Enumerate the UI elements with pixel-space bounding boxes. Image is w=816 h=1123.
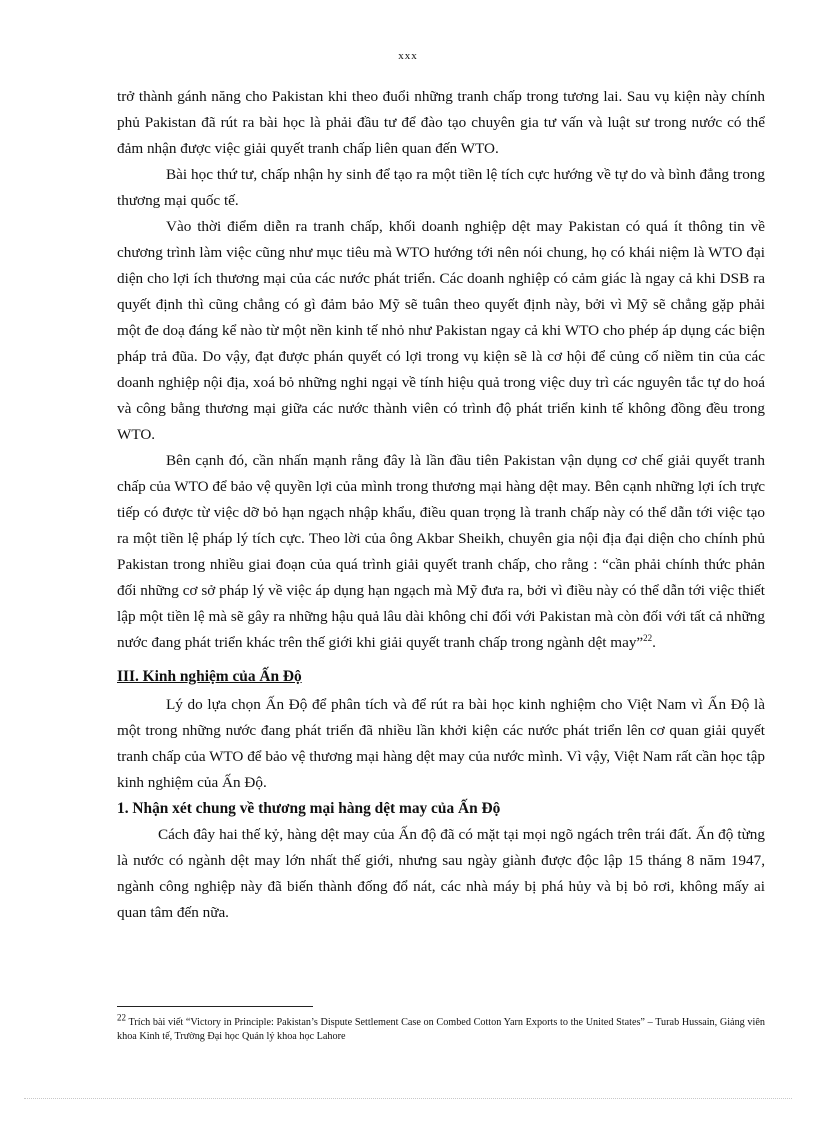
subsection-heading: 1. Nhận xét chung về thương mại hàng dệt may của Ấn Độ	[117, 800, 501, 817]
footnote-text: Trích bài viết “Victory in Principle: Pakistan’s Dispute Settlement Case on Combed Cotton Yarn Exports to the United States” – Turab Hussain, Giảng viên khoa Kinh tế, Trường Đại học Quản lý khoa học Lahore	[117, 1017, 765, 1042]
paragraph-dispute-context: Vào thời điểm diễn ra tranh chấp, khối doanh nghiệp dệt may Pakistan có quá ít thông tin về chương trình làm việc cũng như mục tiêu mà WTO hướng tới nên nói chung, họ có khái niệm là WTO đại diện cho lợi ích thương mại của các nước phát triển. Các doanh nghiệp có cảm giác là ngay cả khi DSB ra quyết định thì cũng chẳng có gì đảm bảo Mỹ sẽ tuân theo quyết định này, bởi vì Mỹ sẽ chẳng gặp phải một đe doạ đáng kể nào từ một nền kinh tế nhỏ như Pakistan ngay cả khi WTO cho phép áp dụng các biện pháp trả đũa. Do vậy, đạt được phán quyết có lợi trong vụ kiện sẽ là cơ hội để củng cố niềm tin của các doanh nghiệp nội địa, xoá bỏ những nghi ngại về tính hiệu quả trong việc duy trì các nguyên tắc tự do hoá và công bằng thương mại giữa các nước thành viên có trình độ phát triển kinh tế không đồng đều trong WTO.	[117, 218, 765, 443]
paragraph-india-history: Cách đây hai thế kỷ, hàng dệt may của Ấn độ đã có mặt tại mọi ngõ ngách trên trái đất. Ấn độ từng là nước có ngành dệt may lớn nhất thế giới, nhưng sau ngày giành được độc lập 15 tháng 8 năm 1947, ngành công nghiệp này đã biến thành đống đổ nát, các nhà máy bị phá hủy và bị bỏ rơi, không mấy ai quan tâm đến nữa.	[117, 826, 765, 921]
footnote	[117, 1012, 765, 1044]
footnote-separator	[117, 1006, 313, 1007]
footnote-marker: 22	[117, 1012, 126, 1023]
section-heading: III. Kinh nghiệm của Ấn Độ	[117, 668, 302, 685]
footnote-reference: 22	[643, 632, 653, 643]
paragraph-precedent-text: Bên cạnh đó, cần nhấn mạnh rằng đây là lần đầu tiên Pakistan vận dụng cơ chế giải quyết tranh chấp của WTO để bảo vệ quyền lợi của mình trong thương mại hàng dệt may. Bên cạnh những lợi ích trực tiếp có được từ việc dỡ bỏ hạn ngạch nhập khẩu, điều quan trọng là tranh chấp này có thể dẫn tới việc tạo ra một tiền lệ pháp lý tích cực. Theo lời của ông Akbar Sheikh, chuyên gia nội địa đại diện cho chính phủ Pakistan trong nhiều giai đoạn của quá trình giải quyết tranh chấp, cho rằng : “cần phải chính thức phản đối những cơ sở pháp lý về việc áp dụng hạn ngạch mà Mỹ đưa ra, bởi vì điều này có thể dẫn tới việc thiết lập một tiền lệ mà sẽ gây ra những hậu quả lâu dài không chỉ đối với Pakistan mà còn đối với tất cả những nước đang phát triển khác trên thế giới khi giải quyết tranh chấp trong ngành dệt may”	[117, 452, 765, 651]
paragraph-lesson-four: Bài học thứ tư, chấp nhận hy sinh để tạo ra một tiền lệ tích cực hướng về tự do và bình đẳng trong thương mại quốc tế.	[117, 166, 765, 209]
page-number: xxx	[398, 50, 418, 62]
paragraph-india-intro: Lý do lựa chọn Ấn Độ để phân tích và để rút ra bài học kinh nghiệm cho Việt Nam vì Ấn Độ là một trong những nước đang phát triển đã nhiều lần khởi kiện các nước phát triển lên cơ quan giải quyết tranh chấp của WTO để bảo vệ thương mại hàng dệt may của nước mình. Vì vậy, Việt Nam rất cần học tập kinh nghiệm của Ấn Độ.	[117, 696, 765, 791]
document-body	[117, 84, 765, 926]
paragraph-continuation: trở thành gánh năng cho Pakistan khi theo đuổi những tranh chấp trong tương lai. Sau vụ kiện này chính phủ Pakistan đã rút ra bài học là phải đầu tư để đào tạo chuyên gia tư vấn và luật sư trong nước có thể đảm nhận được việc giải quyết tranh chấp liên quan đến WTO.	[117, 88, 765, 157]
paragraph-precedent: Bên cạnh đó, cần nhấn mạnh rằng đây là lần đầu tiên Pakistan vận dụng cơ chế giải quyết tranh chấp của WTO để bảo vệ quyền lợi của mình trong thương mại hàng dệt may. Bên cạnh những lợi ích trực tiếp có được từ việc dỡ bỏ hạn ngạch nhập khẩu, điều quan trọng là tranh chấp này có thể dẫn tới việc tạo ra một tiền lệ pháp lý tích cực. Theo lời của ông Akbar Sheikh, chuyên gia nội địa đại diện cho chính phủ Pakistan trong nhiều giai đoạn của quá trình giải quyết tranh chấp, cho rằng : “cần phải chính thức phản đối những cơ sở pháp lý về việc áp dụng hạn ngạch mà Mỹ đưa ra, bởi vì điều này có thể dẫn tới việc thiết lập một tiền lệ mà sẽ gây ra những hậu quả lâu dài không chỉ đối với Pakistan mà còn đối với tất cả những nước đang phát triển khác trên thế giới khi giải quyết tranh chấp trong ngành dệt may”$^{22}$.	[117, 452, 765, 651]
page-bottom-border	[24, 1098, 792, 1099]
